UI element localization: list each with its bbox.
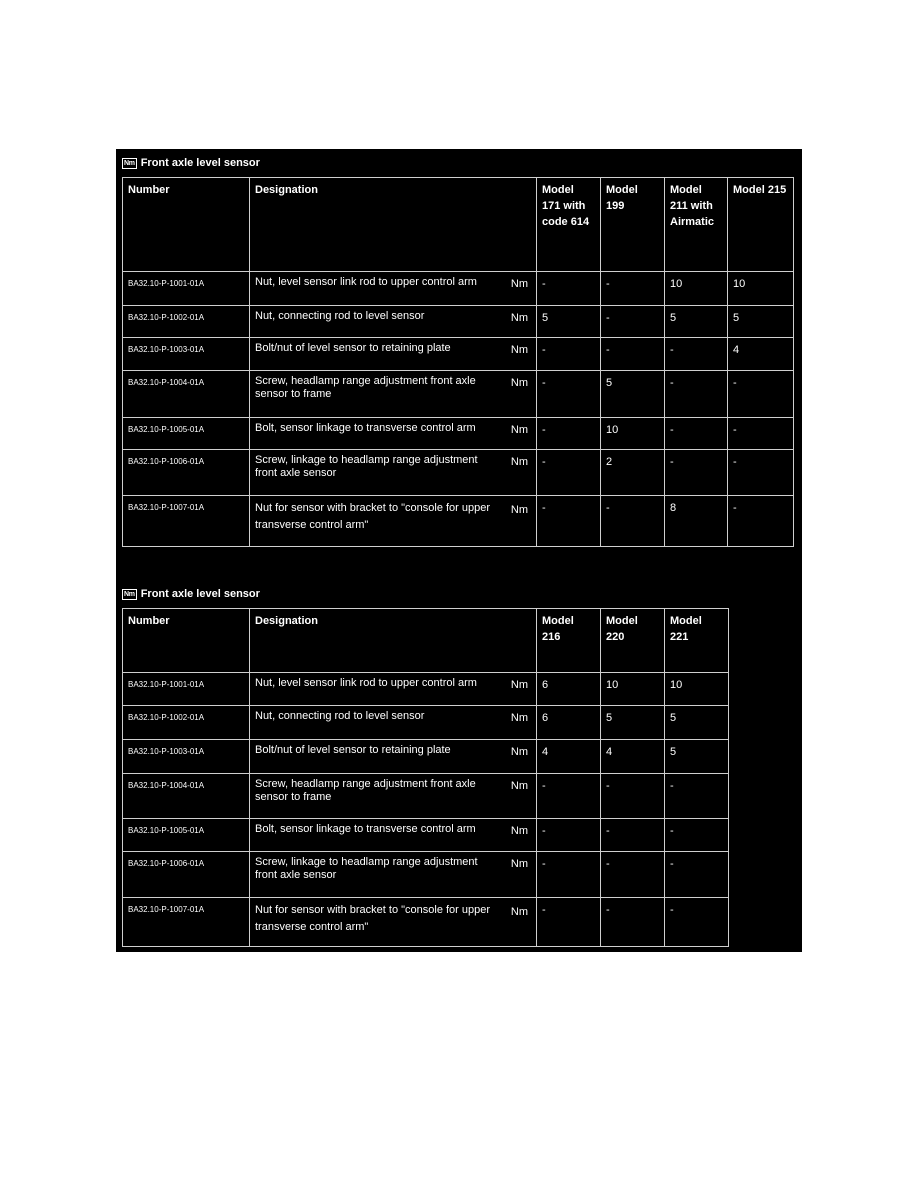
torque-value: 10 bbox=[601, 673, 665, 706]
torque-value: - bbox=[537, 852, 601, 898]
designation-text: Screw, linkage to headlamp range adjustment front axle sensor bbox=[255, 856, 478, 881]
unit-label: Nm bbox=[510, 858, 528, 870]
torque-value: 10 bbox=[601, 418, 665, 450]
row-designation bbox=[250, 706, 537, 740]
row-number: BA32.10-P-1004-01A bbox=[123, 774, 250, 819]
torque-value: - bbox=[728, 418, 794, 450]
header-model: Model 199 bbox=[601, 178, 665, 272]
row-designation bbox=[250, 418, 537, 450]
row-designation bbox=[250, 673, 537, 706]
row-number: BA32.10-P-1005-01A bbox=[123, 418, 250, 450]
torque-value: - bbox=[665, 371, 728, 418]
row-designation bbox=[250, 496, 537, 547]
torque-value: - bbox=[537, 338, 601, 371]
torque-value: - bbox=[665, 338, 728, 371]
unit-label: Nm bbox=[510, 377, 528, 389]
row-number: BA32.10-P-1005-01A bbox=[123, 819, 250, 852]
designation-text: Nut, connecting rod to level sensor bbox=[255, 710, 425, 722]
unit-label: Nm bbox=[510, 780, 528, 792]
torque-value: - bbox=[601, 819, 665, 852]
torque-value: 2 bbox=[601, 450, 665, 496]
nm-icon: Nm bbox=[124, 159, 135, 167]
table-row bbox=[123, 740, 729, 774]
torque-value: 8 bbox=[665, 496, 728, 547]
unit-label: Nm bbox=[510, 504, 528, 516]
torque-value: 10 bbox=[665, 673, 729, 706]
row-number: BA32.10-P-1006-01A bbox=[123, 852, 250, 898]
header-model: Model 215 bbox=[728, 178, 794, 272]
unit-label: Nm bbox=[510, 344, 528, 356]
row-number: BA32.10-P-1002-01A bbox=[123, 706, 250, 740]
table-row bbox=[123, 774, 729, 819]
table-row bbox=[123, 898, 729, 947]
torque-value: 5 bbox=[665, 306, 728, 338]
header-model: Model 171 with code 614 bbox=[537, 178, 601, 272]
section-title-1 bbox=[122, 154, 260, 172]
torque-value: - bbox=[537, 819, 601, 852]
row-number: BA32.10-P-1002-01A bbox=[123, 306, 250, 338]
torque-value: 5 bbox=[665, 706, 729, 740]
section-title-text: Front axle level sensor bbox=[140, 157, 260, 169]
torque-value: - bbox=[665, 450, 728, 496]
header-number: Number bbox=[123, 178, 250, 272]
torque-value: 6 bbox=[537, 673, 601, 706]
torque-value: - bbox=[601, 306, 665, 338]
torque-value: - bbox=[665, 898, 729, 947]
table-row bbox=[123, 338, 794, 371]
header-model: Model 211 with Airmatic bbox=[665, 178, 728, 272]
unit-label: Nm bbox=[510, 424, 528, 436]
torque-value: - bbox=[601, 852, 665, 898]
section-title-2 bbox=[122, 585, 260, 603]
table-header-row bbox=[123, 178, 794, 272]
torque-value: - bbox=[537, 272, 601, 306]
torque-value: - bbox=[601, 272, 665, 306]
row-number: BA32.10-P-1001-01A bbox=[123, 673, 250, 706]
torque-value: 4 bbox=[601, 740, 665, 774]
table-row bbox=[123, 371, 794, 418]
row-number: BA32.10-P-1004-01A bbox=[123, 371, 250, 418]
header-number: Number bbox=[123, 609, 250, 673]
table-row bbox=[123, 819, 729, 852]
unit-label: Nm bbox=[510, 679, 528, 691]
table-row bbox=[123, 418, 794, 450]
torque-value: 5 bbox=[665, 740, 729, 774]
unit-label: Nm bbox=[510, 456, 528, 468]
row-designation bbox=[250, 898, 537, 947]
torque-value: - bbox=[537, 496, 601, 547]
header-model: Model 216 bbox=[537, 609, 601, 673]
torque-value: 5 bbox=[601, 706, 665, 740]
designation-text: Screw, headlamp range adjustment front axle sensor to frame bbox=[255, 778, 476, 803]
row-number: BA32.10-P-1001-01A bbox=[123, 272, 250, 306]
torque-value: - bbox=[728, 450, 794, 496]
table-header-row bbox=[123, 609, 729, 673]
torque-value: - bbox=[537, 450, 601, 496]
table-row bbox=[123, 272, 794, 306]
unit-label: Nm bbox=[510, 906, 528, 918]
row-designation bbox=[250, 450, 537, 496]
row-designation bbox=[250, 272, 537, 306]
torque-value: - bbox=[601, 338, 665, 371]
torque-value: 5 bbox=[601, 371, 665, 418]
row-number: BA32.10-P-1003-01A bbox=[123, 740, 250, 774]
designation-text: Screw, headlamp range adjustment front axle sensor to frame bbox=[255, 375, 476, 400]
torque-value: - bbox=[665, 774, 729, 819]
torque-value: - bbox=[537, 418, 601, 450]
designation-text: Bolt, sensor linkage to transverse control arm bbox=[255, 422, 476, 434]
table-row bbox=[123, 450, 794, 496]
header-model: Model 221 bbox=[665, 609, 729, 673]
table-row bbox=[123, 706, 729, 740]
designation-text: Nut, level sensor link rod to upper control arm bbox=[255, 276, 477, 288]
designation-text: Bolt/nut of level sensor to retaining plate bbox=[255, 744, 451, 756]
row-number: BA32.10-P-1007-01A bbox=[123, 496, 250, 547]
torque-value: 5 bbox=[728, 306, 794, 338]
torque-value: 10 bbox=[728, 272, 794, 306]
designation-text: Bolt/nut of level sensor to retaining plate bbox=[255, 342, 451, 354]
table-row bbox=[123, 496, 794, 547]
unit-label: Nm bbox=[510, 746, 528, 758]
row-designation bbox=[250, 338, 537, 371]
table-row bbox=[123, 673, 729, 706]
torque-value: - bbox=[665, 418, 728, 450]
torque-value: 4 bbox=[537, 740, 601, 774]
row-designation bbox=[250, 371, 537, 418]
torque-value: - bbox=[537, 774, 601, 819]
torque-value: - bbox=[728, 496, 794, 547]
designation-text: Nut for sensor with bracket to "console for upper transverse control arm" bbox=[255, 502, 491, 531]
row-number: BA32.10-P-1003-01A bbox=[123, 338, 250, 371]
nm-icon: Nm bbox=[124, 590, 135, 598]
torque-value: 5 bbox=[537, 306, 601, 338]
torque-table-1 bbox=[122, 177, 794, 547]
row-designation bbox=[250, 819, 537, 852]
torque-value: - bbox=[665, 819, 729, 852]
designation-text: Nut, connecting rod to level sensor bbox=[255, 310, 425, 322]
unit-label: Nm bbox=[510, 278, 528, 290]
unit-label: Nm bbox=[510, 312, 528, 324]
torque-value: - bbox=[537, 371, 601, 418]
row-number: BA32.10-P-1006-01A bbox=[123, 450, 250, 496]
torque-value: 6 bbox=[537, 706, 601, 740]
row-designation bbox=[250, 852, 537, 898]
row-designation bbox=[250, 740, 537, 774]
unit-label: Nm bbox=[510, 825, 528, 837]
torque-value: - bbox=[601, 898, 665, 947]
row-designation bbox=[250, 774, 537, 819]
designation-text: Bolt, sensor linkage to transverse control arm bbox=[255, 823, 476, 835]
torque-value: - bbox=[601, 774, 665, 819]
torque-value: 10 bbox=[665, 272, 728, 306]
torque-table-2 bbox=[122, 608, 729, 947]
header-designation: Designation bbox=[250, 609, 537, 673]
header-model: Model 220 bbox=[601, 609, 665, 673]
torque-value: - bbox=[601, 496, 665, 547]
table-row bbox=[123, 852, 729, 898]
section-title-text: Front axle level sensor bbox=[140, 588, 260, 600]
row-designation bbox=[250, 306, 537, 338]
document-panel bbox=[116, 149, 802, 952]
unit-label: Nm bbox=[510, 712, 528, 724]
torque-value: - bbox=[537, 898, 601, 947]
designation-text: Screw, linkage to headlamp range adjustment front axle sensor bbox=[255, 454, 478, 479]
torque-value: - bbox=[665, 852, 729, 898]
designation-text: Nut for sensor with bracket to "console for upper transverse control arm" bbox=[255, 904, 491, 933]
row-number: BA32.10-P-1007-01A bbox=[123, 898, 250, 947]
torque-value: - bbox=[728, 371, 794, 418]
designation-text: Nut, level sensor link rod to upper control arm bbox=[255, 677, 477, 689]
header-designation: Designation bbox=[250, 178, 537, 272]
torque-value: 4 bbox=[728, 338, 794, 371]
table-row bbox=[123, 306, 794, 338]
